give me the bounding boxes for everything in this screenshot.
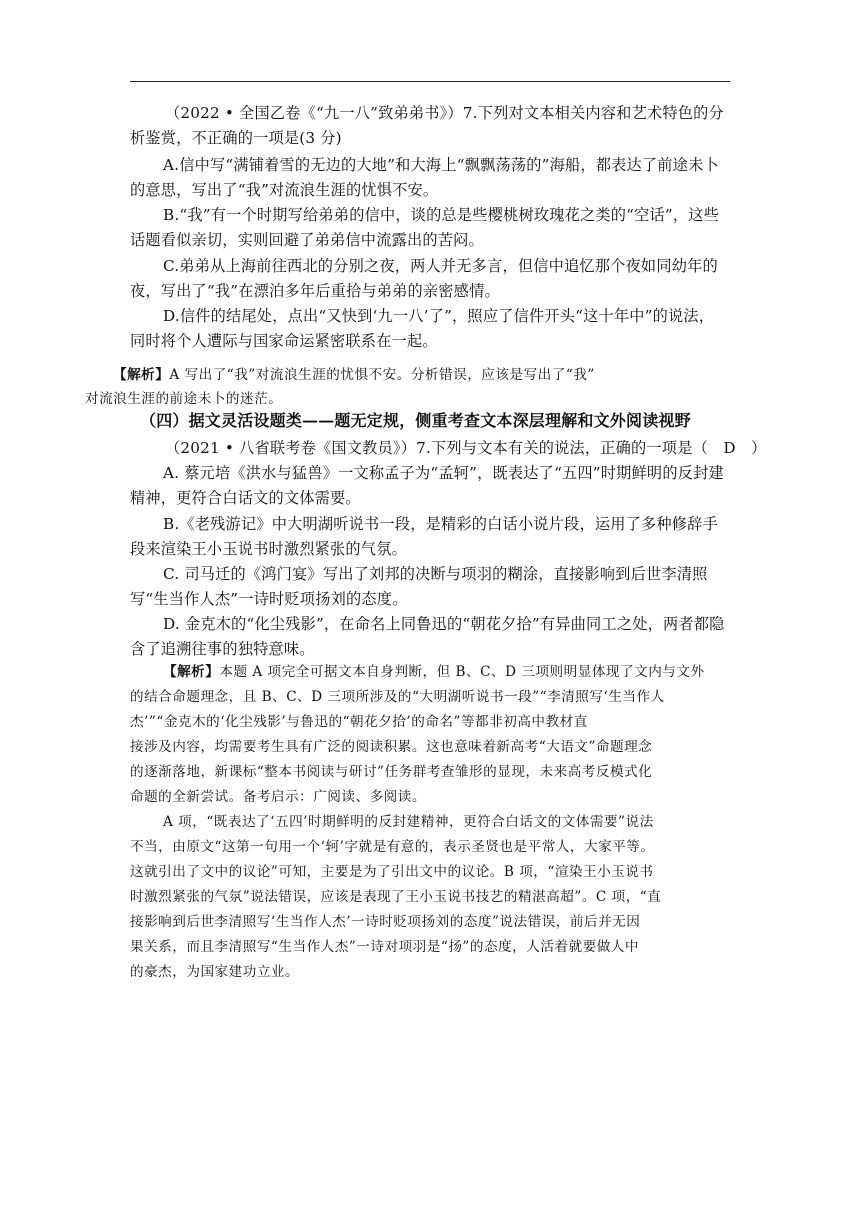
analysis-2-para2-line-1: A 项，“既表达了‘五四’时期鲜明的反封建精神，更符合白话文的文体需要”说法 bbox=[163, 814, 654, 830]
q2-option-d-line-2: 含了追溯往事的独特意味。 bbox=[130, 640, 315, 658]
analysis-1-line-1 bbox=[113, 365, 595, 386]
q2-option-d-line-1: D. 金克木的“化尘残影”，在命名上同鲁迅的“朝花夕拾”有异曲同工之处，两者都隐 bbox=[163, 615, 725, 633]
analysis-2-para2-line-3: 这就引出了文中的议论”可知，主要是为了引出文中的议论。B 项，“渲染王小玉说书 bbox=[130, 864, 654, 880]
analysis-2-line-1 bbox=[163, 662, 705, 683]
q2-option-b-line-1: B.《老残游记》中大明湖听说书一段，是精彩的白话小说片段，运用了多种修辞手 bbox=[163, 515, 718, 533]
option-a-line-2: 的意思，写出了“我”对流浪生涯的忧惧不安。 bbox=[130, 181, 439, 199]
option-b-line-2: 话题看似亲切，实则回避了弟弟信中流露出的苦闷。 bbox=[130, 231, 484, 249]
q2-option-c-line-2: 写“生当作人杰”一诗时贬项扬刘的态度。 bbox=[130, 590, 408, 608]
option-c-line-1: C.弟弟从上海前往西北的分别之夜，两人并无多言，但信中追忆那个夜如同幼年的 bbox=[163, 257, 718, 275]
analysis-2-line-5: 的逐渐落地，新课标“整本书阅读与研讨”任务群考查雏形的显现，未来高考反模式化 bbox=[130, 764, 653, 780]
analysis-2-first: 本题 A 项完全可据文本自身判断，但 B、C、D 三项则明显体现了文内与文外 bbox=[219, 664, 705, 680]
analysis-2-para2-line-2: 不当，由原文“这第一句用一个‘轲’字就是有意的，表示圣贤也是平常人，大家平等。 bbox=[130, 839, 655, 855]
analysis-2-line-4: 接涉及内容，均需要考生具有广泛的阅读积累。这也意味着新高考“大语文”命题理念 bbox=[130, 739, 653, 755]
analysis-2-para2-line-7: 的豪杰，为国家建功立业。 bbox=[130, 964, 300, 980]
question-2: （2021 • 八省联考卷《国文教员》）7.下列与文本有关的说法，正确的一项是（ D ） bbox=[165, 439, 767, 457]
question-1-line-2: 析鉴赏，不正确的一项是(3 分) bbox=[130, 129, 342, 147]
q2-option-b-line-2: 段来渲染王小玉说书时激烈紧张的气氛。 bbox=[130, 540, 407, 558]
question-1-line-1: （2022 • 全国乙卷《“九一八”致弟弟书》）7.下列对文本相关内容和艺术特色的分 bbox=[165, 104, 724, 122]
analysis-1-label: 【解析】 bbox=[113, 367, 170, 383]
q2-option-c-line-1: C. 司马迁的《鸿门宴》写出了刘邦的决断与项羽的糊涂，直接影响到后世李清照 bbox=[163, 565, 708, 583]
analysis-1-line-2: 对流浪生涯的前途未卜的迷茫。 bbox=[85, 391, 283, 407]
option-b-line-1: B.“我”有一个时期写给弟弟的信中，谈的总是些樱桃树玫瑰花之类的“空话”，这些 bbox=[163, 206, 720, 224]
option-c-line-2: 夜，写出了“我”在漂泊多年后重拾与弟弟的亲密感情。 bbox=[130, 282, 500, 300]
analysis-2-para2-line-6: 果关系，而且李清照写“生当作人杰”一诗对项羽是“扬”的态度，人活着就要做人中 bbox=[130, 939, 639, 955]
analysis-2-line-6: 命题的全新尝试。备考启示：广阅读、多阅读。 bbox=[130, 789, 426, 805]
analysis-1-text: A 写出了“我”对流浪生涯的忧惧不安。分析错误，应该是写出了“我” bbox=[169, 367, 595, 383]
option-a-line-1: A.信中写“满铺着雪的无边的大地”和大海上“飘飘荡荡的”海船，都表达了前途未卜 bbox=[163, 156, 719, 174]
header-rule bbox=[130, 81, 730, 82]
section-heading: （四）据文灵活设题类——题无定规，侧重考查文本深层理解和文外阅读视野 bbox=[140, 411, 691, 430]
option-d-line-2: 同时将个人遭际与国家命运紧密联系在一起。 bbox=[130, 332, 438, 350]
option-d-line-1: D.信件的结尾处，点出“又快到‘九一八’了”，照应了信件开头“这十年中”的说法， bbox=[163, 307, 715, 325]
analysis-2-para2-line-5: 接影响到后世李清照写‘生当作人杰’一诗时贬项扬刘的态度”说法错误，前后并无因 bbox=[130, 914, 641, 930]
q2-option-a-line-2: 精神，更符合白话文的文体需要。 bbox=[130, 489, 361, 507]
analysis-2-para2-line-4: 时激烈紧张的气氛”说法错误，应该是表现了王小玉说书技艺的精湛高超”。C 项，“直 bbox=[130, 889, 662, 905]
q2-option-a-line-1: A. 蔡元培《洪水与猛兽》一文称孟子为“孟轲”，既表达了“五四”时期鲜明的反封建 bbox=[163, 464, 724, 482]
analysis-2-line-2: 的结合命题理念，且 B、C、D 三项所涉及的“大明湖听说书一段”“李清照写‘生当作人 bbox=[130, 689, 665, 705]
analysis-2-label: 【解析】 bbox=[163, 664, 220, 680]
analysis-2-line-3: 杰’”“金克木的‘化尘残影’与鲁迅的“朝花夕拾’的命名”等都非初高中教材直 bbox=[130, 714, 588, 730]
